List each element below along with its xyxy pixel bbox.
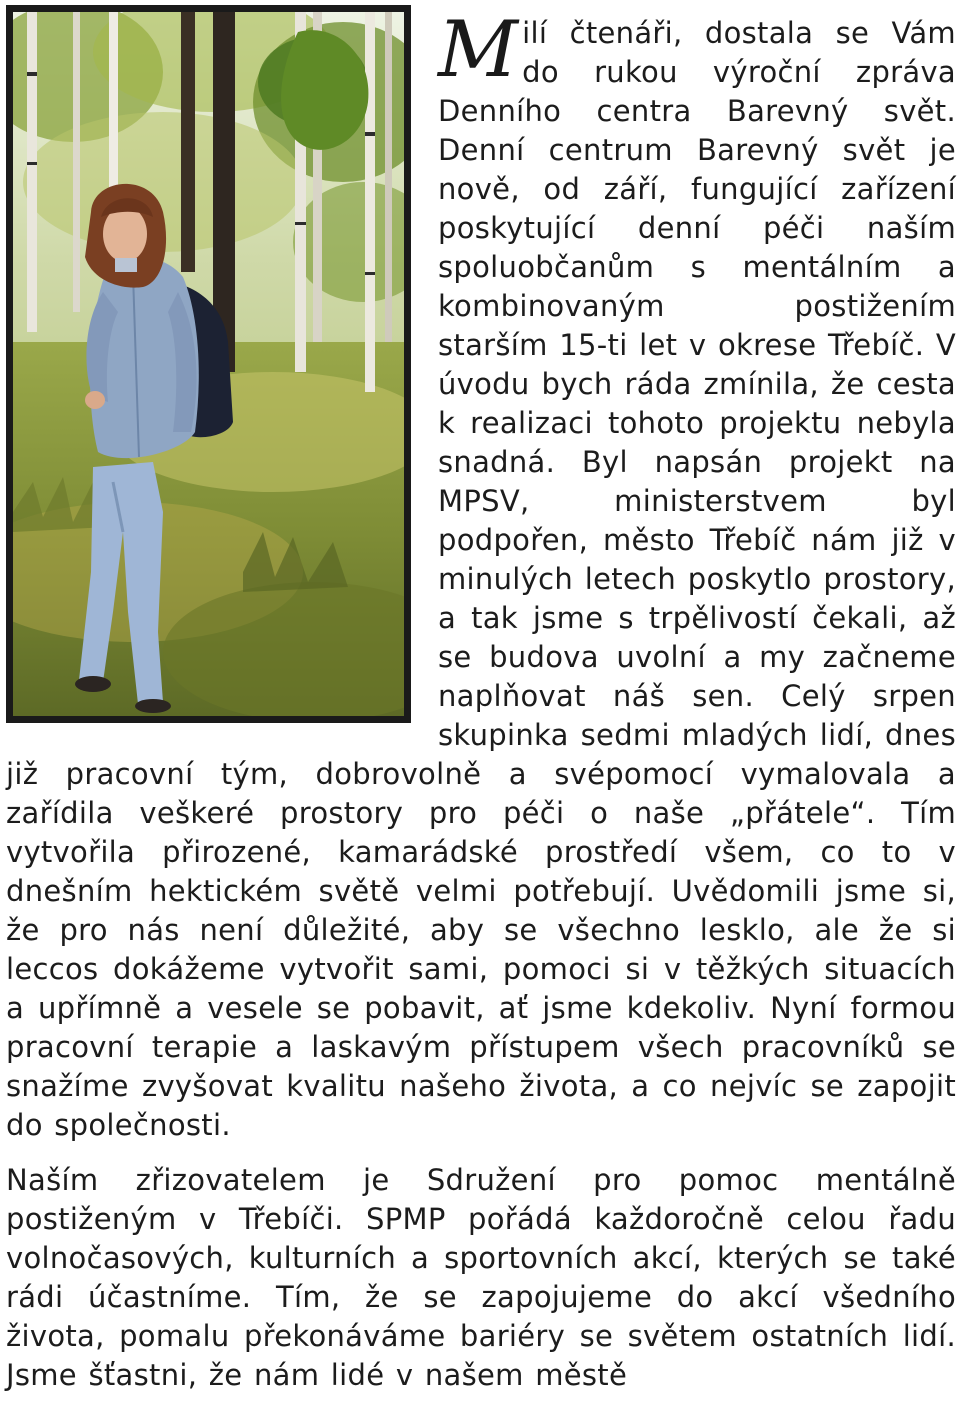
intro-paragraph-text: ilí čtenáři, dostala se Vám do rukou výroční zpráva Denního centra Barevný svět. Denní centrum Barevný svět je nově, od září, fungující zařízení poskytující denní péči naším spoluobčanům s mentálním a kombinovaným postižením starším 15-ti let v okrese Třebíč. V úvodu bych ráda zmínila, že cesta k realizaci tohoto projektu nebyla snadná. Byl napsán projekt na MPSV, ministerstvem byl podpořen, město Třebíč nám již v minulých letech poskytlo prostory, a tak jsme s trpělivostí čekali, až se budova uvolní a my začneme naplňovat náš sen. Celý srpen skupinka sedmi mladých lidí, dnes již pracovní tým, dobrovolně a svépomocí vymalovala a zařídila veškeré prostory pro péči o naše „přátele“. Tím vytvořila přirozené, kamarádské prostředí všem, co to v dnešním hektickém světě velmi potřebují. Uvědomili jsme si, že pro nás není důležité, aby se všechno lesklo, ale že si leccos dokážeme vytvořit sami, pomoci si v těžkých situacích a upřímně a vesele se pobavit, ať jsme kdekoliv. Nyní formou pracovní terapie a laskavým přístupem všech pracovníků se snažíme zvyšovat kvalitu našeho života, a co nejvíc se zapojit do společnosti. [6, 16, 956, 1142]
article-body [6, 5, 956, 1395]
drop-cap: M [438, 5, 519, 95]
photo-spacer [6, 14, 438, 741]
second-paragraph: Naším zřizovatelem je Sdružení pro pomoc mentálně postiženým v Třebíči. SPMP pořádá každoročně celou řadu volnočasových, kulturních a sportovních akcí, kterých se také rádi účastníme. Tím, že se zapojujeme do akcí všedního života, pomalu překonáváme bariéry se světem ostatních lidí. Jsme šťastni, že nám lidé v našem městě [6, 1163, 956, 1392]
